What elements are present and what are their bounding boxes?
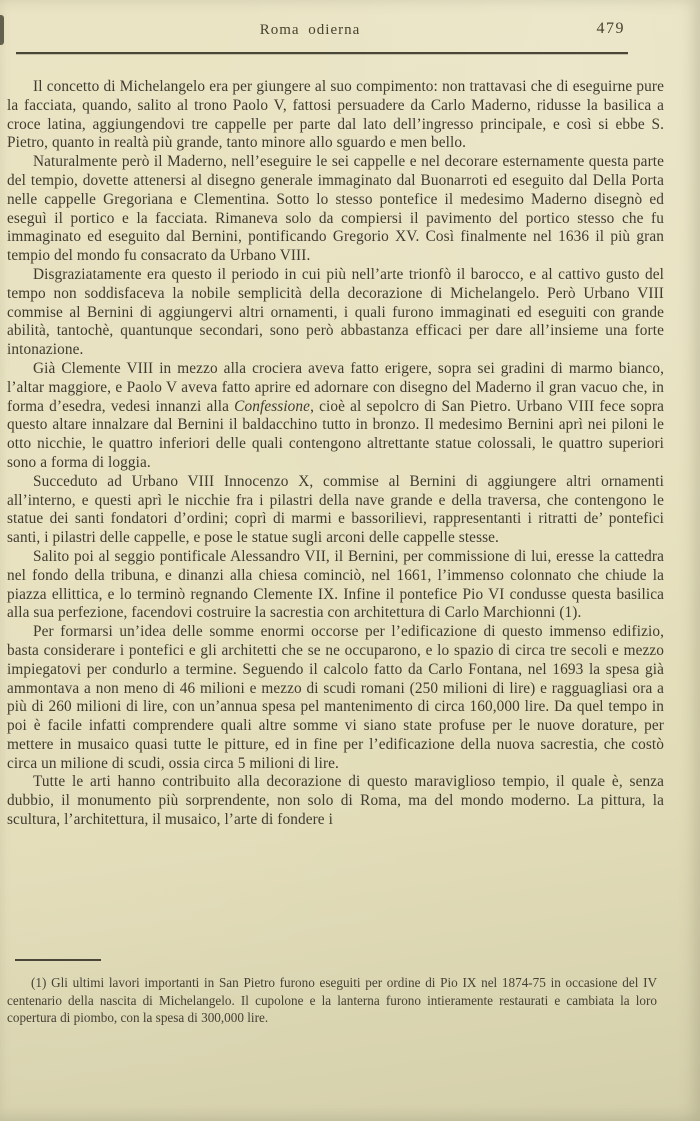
paragraph-5: Succeduto ad Urbano VIII Innocenzo X, commise al Bernini di aggiungere altri ornamenti all’interno, e questi aprì le nicchie fra i pilastri della nave grande e della traversa, che contengono le statue dei santi fondatori d’ordini; coprì di marmi e bassorilievi, rappresentanti i ritratti de’ pontefici santi, i pilastri delle cappelle, e pose le statue sugli arconi delle cappelle stesse. — [7, 472, 664, 547]
paragraph-3: Disgraziatamente era questo il periodo in cui più nell’arte trionfò il barocco, e al cattivo gusto del tempo non soddisfaceva la nobile semplicità della decorazione di Michelangelo. Però Urbano VIII commise al Bernini di aggiungervi altri ornamenti, i quali furono immaginati ed eseguiti con grande abilità, tantochè, quantunque secondari, sono però abbastanza efficaci per dare all’insieme una forte intonazione. — [7, 265, 664, 359]
paragraph-4 — [7, 360, 664, 473]
paragraph-8: Tutte le arti hanno contribuito alla decorazione di questo maraviglioso tempio, il quale è, senza dubbio, il monumento più sorprendente, non solo di Roma, ma del mondo moderno. La pittura, la scultura, l’architettura, il musaico, l’arte di fondere i — [7, 773, 664, 829]
paragraph-4-italic-term: Confessione — [234, 397, 311, 415]
running-title: Roma odierna — [259, 22, 361, 38]
paragraph-7: Per formarsi un’idea delle somme enormi occorse per l’edificazione di questo immenso edifizio, basta considerare i pontefici e gli architetti che se ne occuparono, e lo spazio di circa tre secoli e mezzo impiegatovi per condurlo a termine. Seguendo il calcolo fatto da Carlo Fontana, nel 1693 la spesa già ammontava a non meno di 46 milioni e mezzo di scudi romani (250 milioni di lire) e ragguagliasi ora a più di 260 milioni di lire, con un’annua spesa pel mantenimento di circa 160,000 lire. Da quel tempo in poi è facile infatti comprendere quali altre somme vi siano state profuse per le nuove dorature, per mettere in musaico quasi tutte le pitture, ed in fine per l’edificazione della nuova sacrestia, che costò circa un milione di scudi, ossia circa 5 milioni di lire. — [7, 623, 664, 772]
page-number: 479 — [596, 20, 625, 37]
footnote: (1) Gli ultimi lavori importanti in San Pietro furono eseguiti per ordine di Pio IX nel 1874-75 in occasione del IV centenario della nascita di Michelangelo. Il cupolone e la lanterna furono intieramente restaurati e cambiata la loro copertura di piombo, con la spesa di 300,000 lire. — [7, 975, 657, 1026]
paragraph-6: Salito poi al seggio pontificale Alessandro VII, il Bernini, per commissione di lui, eresse la cattedra nel fondo della tribuna, e dinanzi alla chiesa cominciò, nel 1661, l’immenso colonnato che chiude la piazza ellittica, e lo terminò regnando Clemente IX. Infine il pontefice Pio VI condusse questa basilica alla sua perfezione, facendovi costruire la sacrestia con architettura di Carlo Marchionni (1). — [7, 547, 664, 622]
paragraph-4-text-before-italic: Già Clemente VIII in mezzo alla crociera aveva fatto erigere, sopra sei gradini di marmo bianco, l’altar maggiore, e Paolo V aveva fatto aprire ed adornare con disegno del Maderno il gran vacuo che, in forma d’esedra, vedesi innanzi alla — [7, 359, 664, 415]
body-text — [7, 78, 664, 830]
footnote-separator-rule — [15, 959, 101, 961]
paragraph-2: Naturalmente però il Maderno, nell’eseguire le sei cappelle e nel decorare esternamente questa parte del tempio, dovette attenersi al disegno generale immaginato dal Buonarroti ed eseguito dal Della Porta nelle cappelle Gregoriana e Clementina. Sotto lo stesso pontefice il medesimo Maderno disegnò ed eseguì il portico e la facciata. Rimaneva solo da compiersi il pavimento del portico stesso che fu immaginato ed eseguito dal Bernini, pontificando Gregorio XV. Così finalmente nel 1636 il più gran tempio del mondo fu consacrato da Urbano VIII. — [7, 153, 664, 265]
paragraph-1: Il concetto di Michelangelo era per giungere al suo compimento: non trattavasi che di eseguirne pure la facciata, quando, salito al trono Paolo V, fattosi persuadere da Carlo Maderno, ridusse la basilica a croce latina, aggiungendovi tre cappelle per parte dal lato dell’ingresso principale, e così si ebbe S. Pietro, quanto in realtà più grande, tanto minore allo sguardo e men bello. — [7, 78, 664, 152]
paragraph-4-text-after-italic: , cioè al sepolcro di San Pietro. Urbano VIII fece sopra questo altare innalzare dal Bernini il baldacchino tutto in bronzo. Il medesimo Bernini aprì nei piloni le otto nicchie, le quattro inferiori delle quali contengono altrettante statue colossali, le quattro superiori sono a forma di loggia. — [7, 397, 664, 471]
header-rule — [16, 52, 628, 54]
